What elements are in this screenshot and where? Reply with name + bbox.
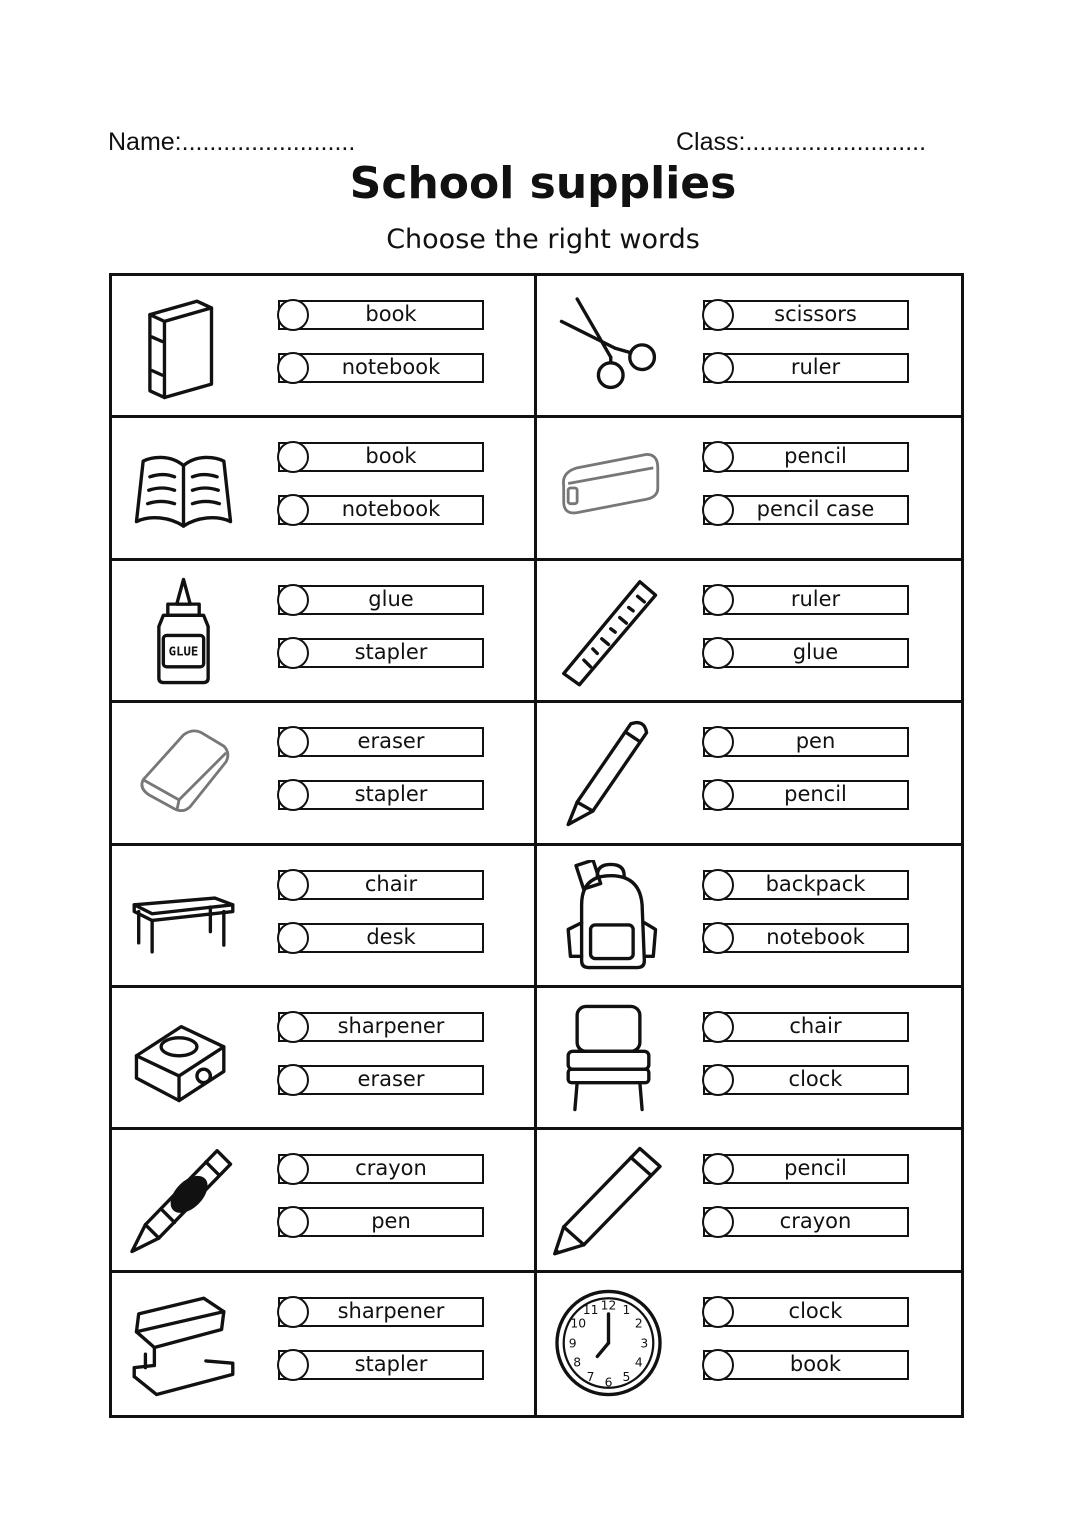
glue-label-text: GLUE <box>168 644 199 659</box>
question-cell <box>537 988 962 1130</box>
name-field-label: Name:......................... <box>108 128 356 156</box>
crayon-icon <box>126 1144 241 1256</box>
answer-label: clock <box>788 1066 843 1091</box>
answer-label: pencil <box>784 782 847 807</box>
svg-text:11: 11 <box>582 1302 598 1317</box>
answer-label: stapler <box>354 1351 428 1376</box>
ruler-icon <box>551 575 666 687</box>
answer-label: eraser <box>357 729 425 754</box>
question-cell <box>537 418 962 560</box>
sharpener-icon <box>126 1002 241 1114</box>
chair-icon <box>551 1002 666 1114</box>
answer-label: chair <box>364 871 418 896</box>
answer-option[interactable] <box>703 1065 909 1095</box>
question-cell <box>112 846 537 988</box>
answer-label: notebook <box>341 355 441 379</box>
question-cell <box>112 276 537 418</box>
answer-option[interactable] <box>278 585 484 615</box>
answer-option[interactable] <box>703 638 909 668</box>
eraser-icon <box>126 717 241 829</box>
answer-label: book <box>365 444 417 469</box>
question-cell <box>112 988 537 1130</box>
svg-text:4: 4 <box>634 1355 643 1370</box>
question-cell <box>537 276 962 418</box>
question-cell <box>112 1130 537 1272</box>
answer-label: pen <box>795 729 836 754</box>
answer-label: ruler <box>790 586 841 611</box>
answer-label: stapler <box>354 782 428 807</box>
worksheet-grid <box>109 273 964 1418</box>
question-cell <box>537 846 962 988</box>
answer-option[interactable] <box>278 727 484 757</box>
answer-label: book <box>365 302 417 326</box>
page-title: School supplies <box>349 158 737 209</box>
class-field-label: Class:.......................... <box>676 128 927 156</box>
pen-icon <box>551 717 666 829</box>
answer-option[interactable] <box>703 1207 909 1237</box>
answer-option[interactable] <box>703 1154 909 1184</box>
answer-option[interactable] <box>703 1350 909 1380</box>
answer-label: pencil <box>784 1156 847 1181</box>
question-cell <box>112 418 537 560</box>
answer-option[interactable] <box>278 780 484 810</box>
answer-option[interactable] <box>703 1012 909 1042</box>
answer-label: pencil <box>784 444 847 469</box>
svg-text:6: 6 <box>604 1375 612 1390</box>
answer-label: sharpener <box>337 1013 445 1038</box>
answer-label: backpack <box>765 871 866 896</box>
answer-option[interactable] <box>703 727 909 757</box>
answer-option[interactable] <box>278 1154 484 1184</box>
open-book-icon <box>126 432 241 544</box>
answer-option[interactable] <box>278 495 484 525</box>
answer-option[interactable] <box>278 1350 484 1380</box>
answer-label: crayon <box>355 1156 427 1181</box>
question-cell <box>112 561 537 703</box>
answer-label: ruler <box>790 355 841 379</box>
answer-option[interactable] <box>703 495 909 525</box>
question-cell <box>112 1273 537 1415</box>
answer-label: glue <box>368 586 414 611</box>
clock-icon <box>551 1287 666 1399</box>
glue-bottle-icon <box>126 575 241 687</box>
answer-option[interactable] <box>703 780 909 810</box>
answer-option[interactable] <box>703 353 909 383</box>
page-subtitle: Choose the right words <box>386 224 700 255</box>
answer-label: sharpener <box>337 1298 445 1323</box>
answer-label: crayon <box>779 1209 852 1234</box>
book-icon <box>126 290 241 402</box>
answer-option[interactable] <box>278 923 484 953</box>
svg-text:3: 3 <box>639 1336 648 1351</box>
answer-option[interactable] <box>278 1012 484 1042</box>
pencil-case-icon <box>551 432 666 544</box>
svg-text:7: 7 <box>586 1369 595 1384</box>
stapler-icon <box>126 1287 241 1399</box>
svg-text:10: 10 <box>569 1315 586 1330</box>
answer-option[interactable] <box>278 1297 484 1327</box>
answer-label: eraser <box>357 1066 425 1091</box>
svg-text:1: 1 <box>621 1302 630 1317</box>
answer-option[interactable] <box>703 300 909 330</box>
answer-label: stapler <box>354 639 428 664</box>
svg-text:2: 2 <box>634 1315 643 1330</box>
answer-label: glue <box>792 639 839 664</box>
answer-label: scissors <box>774 302 857 326</box>
answer-option[interactable] <box>703 1297 909 1327</box>
answer-label: notebook <box>341 497 441 522</box>
answer-label: pencil case <box>756 497 875 522</box>
answer-option[interactable] <box>278 1207 484 1237</box>
svg-text:9: 9 <box>568 1336 577 1351</box>
answer-label: clock <box>788 1298 843 1323</box>
answer-option[interactable] <box>278 1065 484 1095</box>
question-cell <box>537 561 962 703</box>
question-cell <box>537 1273 962 1415</box>
pencil-icon <box>551 1144 666 1256</box>
scissors-icon <box>551 290 666 402</box>
desk-icon <box>126 860 241 972</box>
answer-option[interactable] <box>278 870 484 900</box>
svg-text:5: 5 <box>621 1369 630 1384</box>
question-cell <box>537 703 962 845</box>
answer-option[interactable] <box>278 638 484 668</box>
answer-option[interactable] <box>278 353 484 383</box>
answer-option[interactable] <box>703 923 909 953</box>
answer-option[interactable] <box>703 870 909 900</box>
answer-option[interactable] <box>703 442 909 472</box>
question-cell <box>112 703 537 845</box>
answer-option[interactable] <box>703 585 909 615</box>
backpack-icon <box>551 860 666 972</box>
question-cell <box>537 1130 962 1272</box>
answer-option[interactable] <box>278 300 484 330</box>
answer-label: pen <box>371 1209 411 1234</box>
answer-label: chair <box>789 1013 842 1038</box>
svg-text:12: 12 <box>600 1298 616 1313</box>
answer-label: book <box>789 1351 842 1376</box>
answer-label: desk <box>366 924 416 949</box>
answer-label: notebook <box>766 924 865 949</box>
svg-text:8: 8 <box>572 1355 581 1370</box>
answer-option[interactable] <box>278 442 484 472</box>
